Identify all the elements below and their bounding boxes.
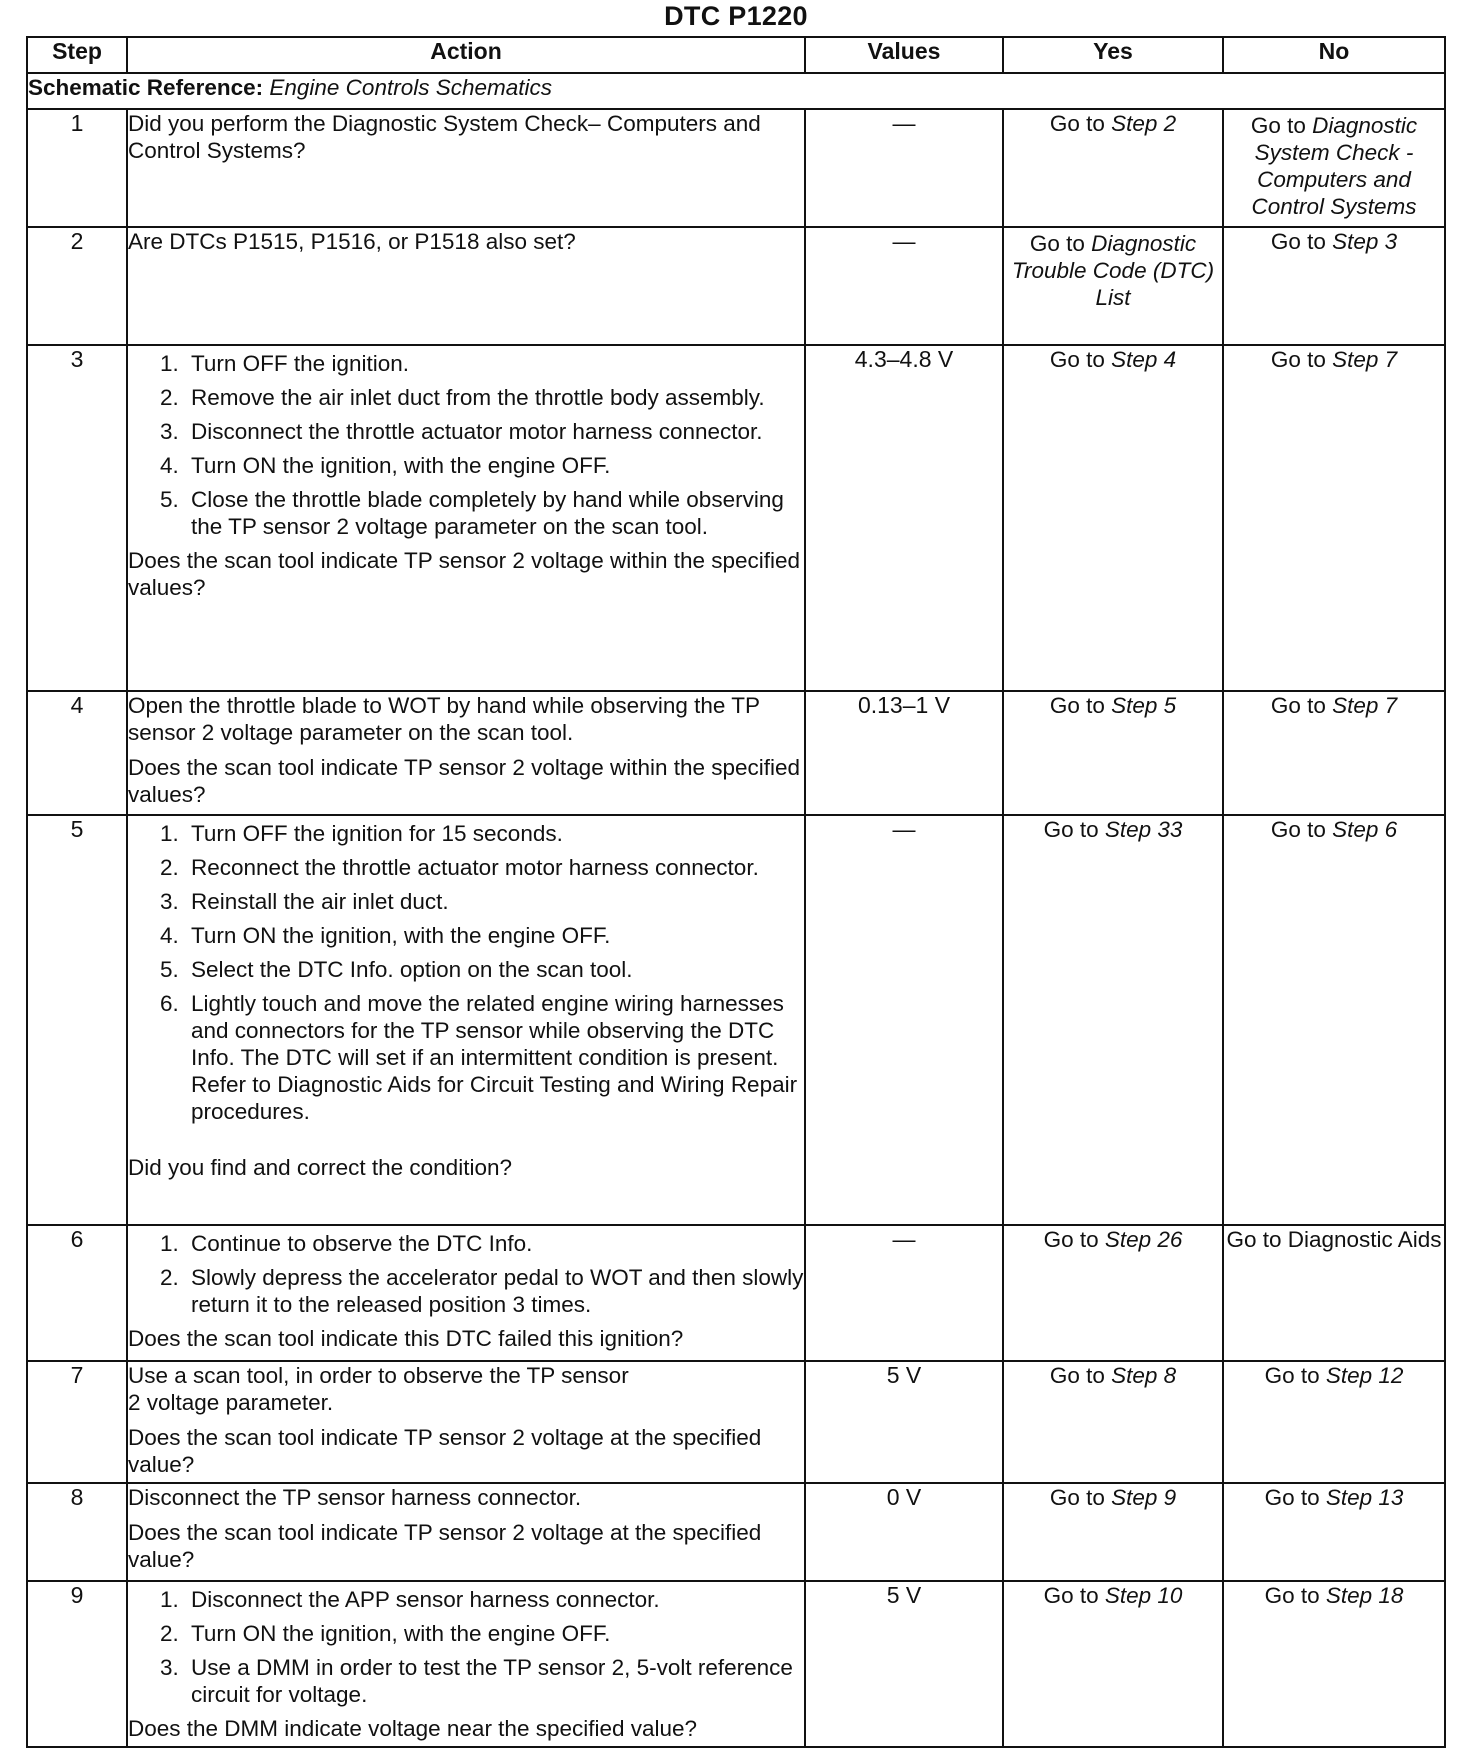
- diagnostic-table: [26, 36, 1446, 1748]
- table-row: [27, 1581, 1445, 1747]
- goto-label: Go to: [1264, 1485, 1320, 1510]
- goto-label: Go to: [1264, 1363, 1320, 1388]
- schematic-row: [27, 73, 1445, 109]
- action-text: Did you perform the Diagnostic System Check– Computers and Control Systems?: [128, 111, 761, 163]
- list-item: 1. Disconnect the APP sensor harness connector.: [185, 1586, 804, 1613]
- list-item: 6. Lightly touch and move the related engine wiring harnesses and connectors for the TP sensor while observing the DTC Info. The DTC will set if an intermittent condition is present. Refer to Diagnostic Aids for Circuit Testing and Wiring Repair procedures.: [185, 990, 804, 1125]
- instruction-list: [128, 1586, 804, 1708]
- no-cell[interactable]: [1223, 815, 1445, 1225]
- action-cell: [127, 227, 805, 345]
- schematic-reference: [27, 73, 1445, 109]
- header-action: Action: [127, 37, 805, 73]
- goto-target[interactable]: Step 9: [1111, 1485, 1177, 1510]
- step-number: 3: [27, 345, 127, 691]
- list-item: 4. Turn ON the ignition, with the engine OFF.: [185, 922, 804, 949]
- goto-label: Go to: [1043, 1583, 1099, 1608]
- values-cell: —: [805, 815, 1003, 1225]
- yes-cell[interactable]: [1003, 1483, 1223, 1581]
- yes-cell[interactable]: [1003, 1225, 1223, 1361]
- table-row: [27, 1483, 1445, 1581]
- instruction-list: [128, 350, 804, 540]
- goto-label: Go to: [1270, 347, 1326, 372]
- header-step: Step: [27, 37, 127, 73]
- goto-target[interactable]: Step 5: [1111, 693, 1177, 718]
- list-item: 2. Remove the air inlet duct from the throttle body assembly.: [185, 384, 804, 411]
- goto-target[interactable]: Step 8: [1111, 1363, 1177, 1388]
- step-number: 8: [27, 1483, 127, 1581]
- goto-label: Go to: [1270, 817, 1326, 842]
- action-text: Open the throttle blade to WOT by hand while observing the TP sensor 2 voltage parameter on the scan tool.: [128, 693, 760, 745]
- list-item: 1. Turn OFF the ignition for 15 seconds.: [185, 820, 804, 847]
- no-cell[interactable]: [1223, 227, 1445, 345]
- yes-cell[interactable]: [1003, 691, 1223, 815]
- no-cell[interactable]: Go to Diagnostic Aids: [1223, 1225, 1445, 1361]
- yes-cell[interactable]: [1003, 345, 1223, 691]
- values-cell: 0.13–1 V: [805, 691, 1003, 815]
- action-cell: [127, 1483, 805, 1581]
- values-cell: 4.3–4.8 V: [805, 345, 1003, 691]
- goto-target[interactable]: Step 2: [1111, 111, 1177, 136]
- no-cell[interactable]: [1223, 345, 1445, 691]
- goto-target[interactable]: Diagnostic System Check - Computers and Control Systems: [1251, 113, 1418, 219]
- goto-target[interactable]: Step 26: [1104, 1227, 1183, 1252]
- goto-label: Go to: [1270, 693, 1326, 718]
- question-text: Does the DMM indicate voltage near the specified value?: [128, 1716, 698, 1741]
- question-text: Does the scan tool indicate this DTC failed this ignition?: [128, 1326, 684, 1351]
- values-cell: —: [805, 227, 1003, 345]
- goto-target[interactable]: Step 7: [1332, 693, 1398, 718]
- no-cell[interactable]: [1223, 1581, 1445, 1747]
- values-cell: 5 V: [805, 1361, 1003, 1483]
- step-number: 6: [27, 1225, 127, 1361]
- goto-label: Go to: [1049, 1485, 1105, 1510]
- table-row: [27, 691, 1445, 815]
- goto-target[interactable]: Step 10: [1104, 1583, 1183, 1608]
- yes-cell[interactable]: [1003, 1581, 1223, 1747]
- action-cell: [127, 1581, 805, 1747]
- header-values: Values: [805, 37, 1003, 73]
- goto-target[interactable]: Step 18: [1325, 1583, 1404, 1608]
- schematic-link[interactable]: Engine Controls Schematics: [269, 75, 553, 100]
- action-cell: [127, 691, 805, 815]
- goto-label: Go to: [1270, 229, 1326, 254]
- goto-label: Go to: [1029, 231, 1085, 256]
- no-cell[interactable]: [1223, 1361, 1445, 1483]
- list-item: 5. Close the throttle blade completely by hand while observing the TP sensor 2 voltage parameter on the scan tool.: [185, 486, 804, 540]
- table-row: [27, 815, 1445, 1225]
- goto-label: Go to: [1043, 817, 1099, 842]
- question-text: Does the scan tool indicate TP sensor 2 voltage within the specified values?: [128, 755, 801, 807]
- question-text: Does the scan tool indicate TP sensor 2 voltage at the specified value?: [128, 1520, 762, 1572]
- goto-label: Go to: [1043, 1227, 1099, 1252]
- goto-label: Go to: [1049, 693, 1105, 718]
- goto-label: Go to: [1049, 111, 1105, 136]
- goto-target[interactable]: Step 3: [1332, 229, 1398, 254]
- step-number: 2: [27, 227, 127, 345]
- goto-target[interactable]: Step 6: [1332, 817, 1398, 842]
- values-cell: 5 V: [805, 1581, 1003, 1747]
- table-row: [27, 227, 1445, 345]
- yes-cell[interactable]: [1003, 1361, 1223, 1483]
- header-no: No: [1223, 37, 1445, 73]
- goto-target[interactable]: Step 13: [1325, 1485, 1404, 1510]
- no-cell[interactable]: [1223, 691, 1445, 815]
- action-cell: [127, 109, 805, 227]
- action-cell: [127, 815, 805, 1225]
- yes-cell[interactable]: [1003, 109, 1223, 227]
- list-item: 3. Disconnect the throttle actuator motor harness connector.: [185, 418, 804, 445]
- question-text: Does the scan tool indicate TP sensor 2 voltage within the specified values?: [128, 548, 801, 600]
- action-text: Disconnect the TP sensor harness connector.: [128, 1485, 582, 1510]
- goto-target[interactable]: Diagnostic Trouble Code (DTC) List: [1011, 231, 1215, 310]
- header-yes: Yes: [1003, 37, 1223, 73]
- schematic-label: Schematic Reference:: [28, 75, 264, 100]
- action-cell: [127, 1361, 805, 1483]
- no-cell[interactable]: [1223, 109, 1445, 227]
- step-number: 4: [27, 691, 127, 815]
- values-cell: 0 V: [805, 1483, 1003, 1581]
- list-item: 5. Select the DTC Info. option on the scan tool.: [185, 956, 804, 983]
- table-row: [27, 1225, 1445, 1361]
- list-item: 3. Reinstall the air inlet duct.: [185, 888, 804, 915]
- table-row: [27, 345, 1445, 691]
- list-item: 2. Reconnect the throttle actuator motor harness connector.: [185, 854, 804, 881]
- goto-target[interactable]: Step 12: [1325, 1363, 1404, 1388]
- action-cell: [127, 1225, 805, 1361]
- goto-label: Go to: [1250, 113, 1306, 138]
- yes-cell[interactable]: [1003, 227, 1223, 345]
- step-number: 9: [27, 1581, 127, 1747]
- goto-target[interactable]: Step 4: [1111, 347, 1177, 372]
- action-cell: [127, 345, 805, 691]
- list-item: 4. Turn ON the ignition, with the engine OFF.: [185, 452, 804, 479]
- goto-label: Go to: [1049, 1363, 1105, 1388]
- goto-target[interactable]: Step 33: [1104, 817, 1183, 842]
- values-cell: —: [805, 109, 1003, 227]
- question-text: Did you find and correct the condition?: [128, 1155, 512, 1180]
- list-item: 2. Slowly depress the accelerator pedal to WOT and then slowly return it to the released position 3 times.: [185, 1264, 804, 1318]
- step-number: 1: [27, 109, 127, 227]
- goto-label: Go to: [1264, 1583, 1320, 1608]
- question-text: Does the scan tool indicate TP sensor 2 voltage at the specified value?: [128, 1425, 762, 1477]
- list-item: 1. Continue to observe the DTC Info.: [185, 1230, 804, 1257]
- table-row: [27, 109, 1445, 227]
- goto-target[interactable]: Step 7: [1332, 347, 1398, 372]
- action-text: Are DTCs P1515, P1516, or P1518 also set?: [128, 229, 576, 254]
- step-number: 5: [27, 815, 127, 1225]
- header-row: [27, 37, 1445, 73]
- action-text: Use a scan tool, in order to observe the TP sensor 2 voltage parameter.: [128, 1363, 629, 1415]
- page-title: DTC P1220: [664, 1, 808, 31]
- yes-cell[interactable]: [1003, 815, 1223, 1225]
- goto-label: Go to: [1049, 347, 1105, 372]
- table-row: [27, 1361, 1445, 1483]
- instruction-list: [128, 820, 804, 1125]
- step-number: 7: [27, 1361, 127, 1483]
- list-item: 2. Turn ON the ignition, with the engine OFF.: [185, 1620, 804, 1647]
- values-cell: —: [805, 1225, 1003, 1361]
- list-item: 3. Use a DMM in order to test the TP sensor 2, 5-volt reference circuit for voltage.: [185, 1654, 804, 1708]
- list-item: 1. Turn OFF the ignition.: [185, 350, 804, 377]
- no-cell[interactable]: [1223, 1483, 1445, 1581]
- instruction-list: [128, 1230, 804, 1318]
